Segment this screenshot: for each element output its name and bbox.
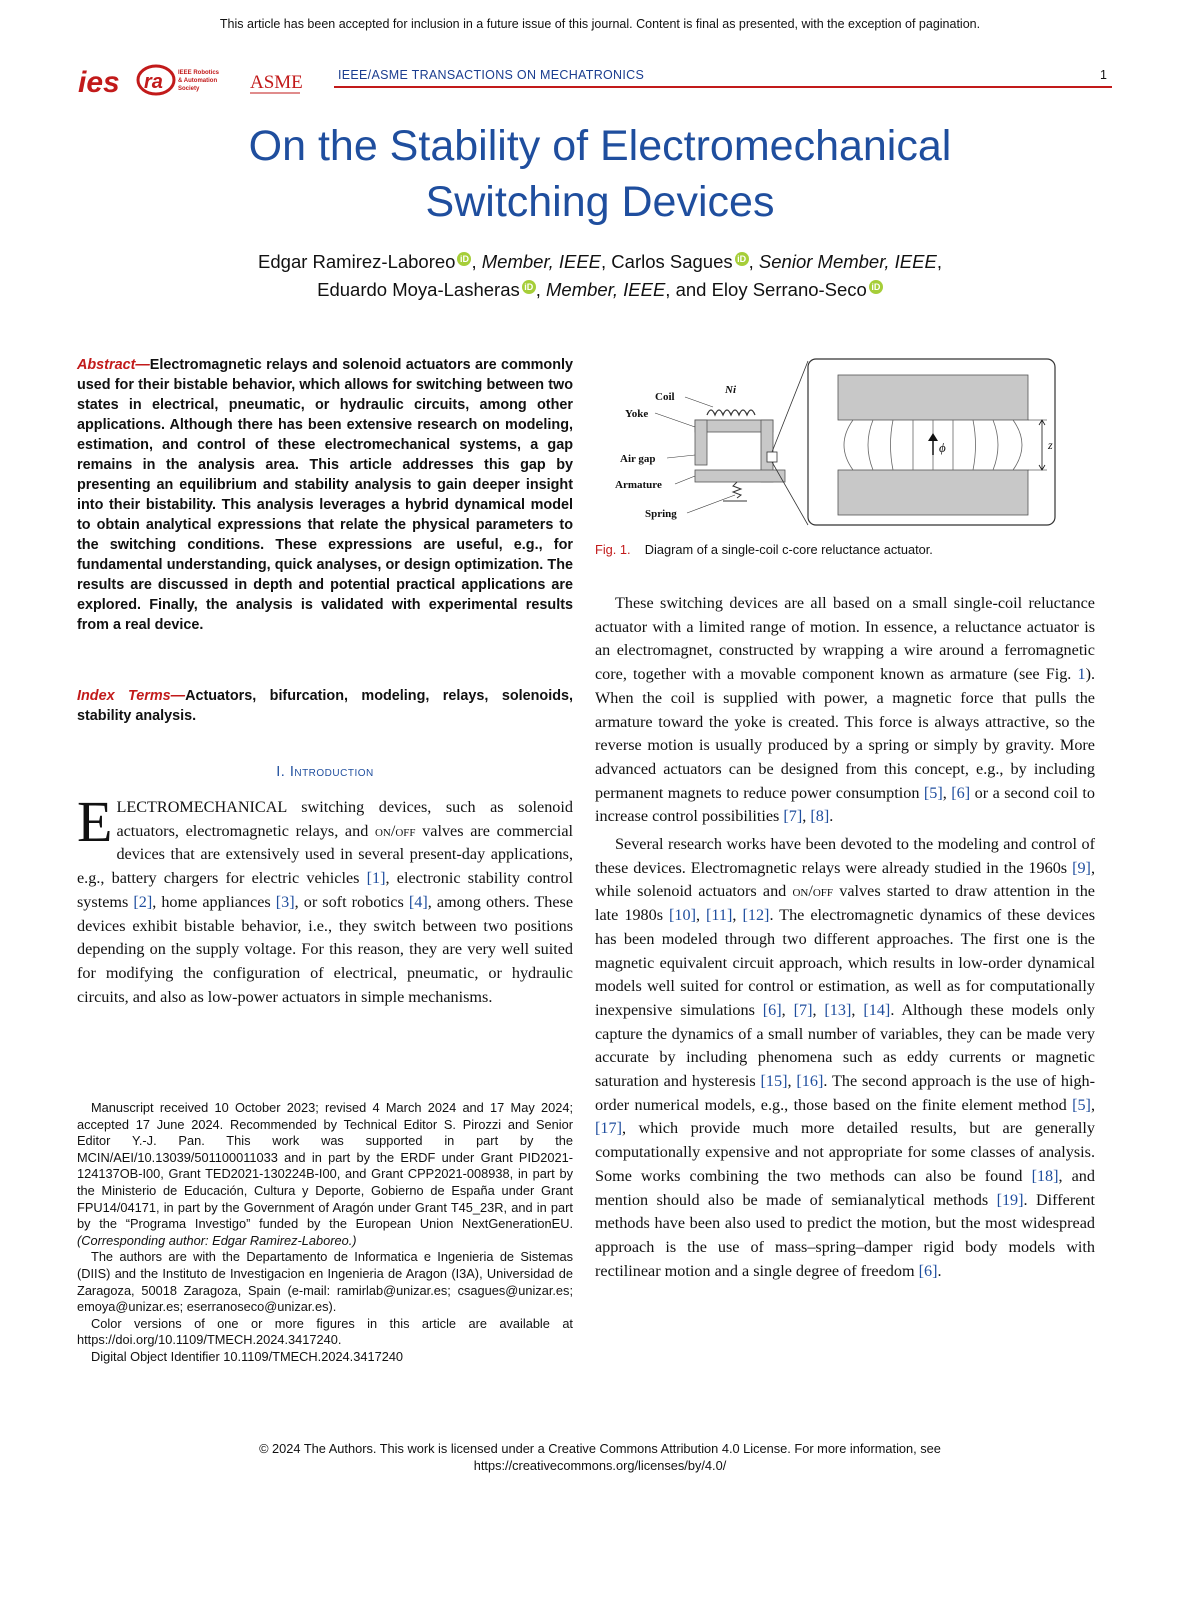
ies-logo: ies bbox=[78, 66, 120, 99]
text-run: These switching devices are all based on a small single-coil reluctance actuator with a limited range of motion. In essence, a reluctance actuator is an electromagnet, constructed by wrapping a wire around a ferromagnetic core, together with a movable component known as armature (see Fig. bbox=[595, 594, 1095, 684]
citation-link[interactable]: [2] bbox=[133, 892, 153, 911]
intro-paragraph bbox=[77, 789, 574, 1009]
asme-logo bbox=[250, 72, 303, 93]
citation-link[interactable]: [8] bbox=[810, 807, 830, 826]
citation-link[interactable]: [1] bbox=[366, 869, 386, 888]
text-run: or a second coil to increase control possibilities bbox=[595, 783, 1096, 826]
text-run: , bbox=[781, 1000, 794, 1019]
citation-link[interactable]: [9] bbox=[1072, 858, 1091, 877]
text-run: valves are commercial devices that are extensively used in several present-day applications, e.g., battery chargers for electric vehicles bbox=[77, 821, 574, 888]
journal-name: IEEE/ASME TRANSACTIONS ON MECHATRONICS bbox=[338, 68, 645, 82]
citation-link[interactable]: [6] bbox=[918, 1261, 938, 1280]
author-name: Carlos Sagues bbox=[611, 251, 733, 272]
citation-link[interactable]: [15] bbox=[760, 1072, 788, 1091]
caption-text: Diagram of a single-coil c-core reluctance actuator. bbox=[644, 542, 933, 557]
text-run: Several research works have been devoted to the modeling and control of these devices. Electromagnetic relays were already studied in the 1960s bbox=[595, 835, 1095, 877]
orcid-icon[interactable]: iD bbox=[457, 252, 471, 266]
footnote-paragraph bbox=[77, 1100, 573, 1249]
section-number: I. bbox=[276, 764, 286, 780]
license-text: © 2024 The Authors. This work is licensed under a Creative Commons Attribution 4.0 License. For more information, see bbox=[259, 1441, 941, 1456]
author-name: Eduardo Moya-Lasheras bbox=[317, 279, 520, 300]
footnote-paragraph: The authors are with the Departamento de Informatica e Ingenieria de Sistemas (DIIS) and the Instituto de Investigacion en Ingenieria de Aragon (I3A), Universidad de Zaragoza, 50018 Zaragoza, Spain (e-mail: ramirlab@unizar.es; csagues@unizar.es; emoya@unizar.es; eserranoseco@unizar.es). bbox=[77, 1249, 573, 1315]
text-run: . bbox=[937, 1261, 942, 1280]
body-paragraph bbox=[595, 592, 1095, 829]
citation-link[interactable]: [14] bbox=[863, 1000, 891, 1019]
citation-link[interactable]: [6] bbox=[762, 1000, 782, 1019]
drop-cap: E bbox=[77, 789, 113, 854]
citation-link[interactable]: [13] bbox=[824, 1000, 852, 1019]
author-role: Member, IEEE bbox=[546, 279, 666, 300]
author-line-2: Eduardo Moya-Lasheras iD , Member, IEEE, and Eloy Serrano-Seco iD bbox=[0, 276, 1200, 304]
license-notice bbox=[0, 1440, 1200, 1474]
author-conjunction: and bbox=[675, 279, 707, 300]
ras-logo bbox=[138, 66, 220, 94]
orcid-icon[interactable]: iD bbox=[522, 280, 536, 294]
citation-link[interactable]: [5] bbox=[923, 783, 943, 802]
index-terms-text: Actuators, bifurcation, modeling, relays, solenoids, stability analysis. bbox=[77, 688, 573, 724]
orcid-icon[interactable]: iD bbox=[869, 280, 883, 294]
text-run: (Corresponding author: Edgar Ramirez-Laboreo.) bbox=[77, 1232, 357, 1248]
lead-word: LECTROMECHANICAL bbox=[116, 798, 287, 816]
citation-link[interactable]: [10] bbox=[669, 906, 696, 925]
text-run: , bbox=[802, 807, 811, 826]
index-terms bbox=[77, 686, 573, 726]
citation-link[interactable]: [4] bbox=[408, 892, 428, 911]
text-run: on/off bbox=[374, 821, 416, 840]
text-run: , bbox=[732, 906, 743, 925]
label-phi: ϕ bbox=[939, 440, 946, 455]
right-column-text bbox=[595, 592, 1095, 1287]
citation-link[interactable]: [16] bbox=[796, 1072, 824, 1091]
author-line-1: Edgar Ramirez-Laboreo iD , Member, IEEE, Carlos Sagues iD , Senior Member, IEEE, bbox=[258, 251, 942, 272]
text-run: , electronic stability control systems bbox=[77, 869, 573, 911]
text-run: , which provide much more detailed results, but are generally computationally expensive and not appropriate for some classes of analysis. Some works combining the two methods can also be found bbox=[595, 1119, 1095, 1185]
citation-link[interactable]: [11] bbox=[706, 906, 733, 925]
index-terms-label: Index Terms— bbox=[77, 688, 186, 704]
section-title: Introduction bbox=[289, 764, 374, 780]
acceptance-notice: This article has been accepted for inclusion in a future issue of this journal. Content is final as presented, with the exception of pagination. bbox=[219, 17, 981, 31]
citation-link[interactable]: [19] bbox=[996, 1190, 1024, 1209]
label-ni: Ni bbox=[725, 384, 736, 396]
figure-link[interactable]: 1 bbox=[1077, 665, 1086, 684]
header-rule bbox=[334, 86, 1112, 88]
actuator-sketch bbox=[615, 384, 785, 520]
citation-link[interactable]: [18] bbox=[1031, 1166, 1059, 1185]
author-role: Senior Member, IEEE bbox=[758, 251, 937, 272]
text-run: , among others. These devices exhibit bistable behavior, i.e., they switch between two positions depending on the supply voltage. For this reason, they are very well suited for modifying the configuration of electrical, pneumatic, or hydraulic circuits, and also as low-power actuators in simple mechanisms. bbox=[77, 892, 573, 1006]
section-heading bbox=[77, 764, 573, 780]
text-run: . Although these models only capture the dynamics of a small number of variables, they can be made very accurate by including phenomena such as eddy currents or magnetic saturation and hysteresis bbox=[595, 1000, 1096, 1091]
citation-link[interactable]: [12] bbox=[742, 906, 770, 925]
text-run: , while solenoid actuators and bbox=[595, 858, 1095, 901]
orcid-icon[interactable]: iD bbox=[735, 252, 749, 266]
caption-label: Fig. 1. bbox=[595, 542, 631, 557]
text-run: . The second approach is the use of high-order numerical models, e.g., those based on the finite element method bbox=[595, 1072, 1096, 1114]
label-spring: Spring bbox=[645, 508, 677, 520]
svg-text:& Automation: & Automation bbox=[178, 78, 218, 84]
text-run: ). When the coil is supplied with power, a magnetic force that pulls the armature toward the yoke is created. This force is always attractive, so the reverse motion is usually produced by a spring or simply by gravity. More advanced actuators can be designed from this concept, e.g., by including permanent magnets to reduce power consumption bbox=[595, 665, 1095, 802]
svg-text:Society: Society bbox=[178, 86, 200, 92]
text-run: , or soft robotics bbox=[294, 892, 409, 911]
svg-text:ra: ra bbox=[144, 71, 163, 93]
label-air-gap: Air gap bbox=[620, 453, 656, 465]
page-number: 1 bbox=[1100, 68, 1107, 82]
text-run: , home appliances bbox=[152, 892, 276, 911]
citation-link[interactable]: [3] bbox=[275, 892, 295, 911]
footnote-paragraph: Color versions of one or more figures in this article are available at https://doi.org/10.1109/TMECH.2024.3417240. bbox=[77, 1315, 573, 1348]
author-name: Eloy Serrano-Seco bbox=[711, 279, 867, 300]
citation-link[interactable]: [5] bbox=[1072, 1095, 1091, 1114]
text-run: , and mention should also be made of semianalytical methods bbox=[595, 1166, 1095, 1209]
text-run: on/off bbox=[792, 882, 834, 901]
abstract-text: Electromagnetic relays and solenoid actuators are commonly used for their bistable behavior, which allows for switching between two states in electrical, pneumatic, or hydraulic circuits, among other applications. Although there has been extensive research on modeling, estimation, and control of these electromechanical systems, a gap remains in the analysis area. This article addresses this gap by presenting an equilibrium and stability analysis to gain deeper insight into their bistability. This analysis leverages a hybrid dynamical model to obtain analytical expressions that relate the physical parameters to the switching conditions. These expressions are useful, e.g., for fundamental understanding, quick analyses, or design optimization. The results are discussed in depth and potential practical applications are explored. Finally, the analysis is validated with experimental results from a real device. bbox=[77, 357, 573, 633]
svg-text:IEEE Robotics: IEEE Robotics bbox=[178, 70, 220, 76]
title-line-1: On the Stability of Electromechanical bbox=[248, 122, 952, 170]
author-list bbox=[0, 248, 1200, 304]
svg-text:ASME: ASME bbox=[250, 72, 303, 93]
license-link[interactable]: https://creativecommons.org/licenses/by/4.0/ bbox=[473, 1458, 727, 1473]
label-yoke: Yoke bbox=[625, 408, 649, 420]
text-run: Manuscript received 10 October 2023; revised 4 March 2024 and 17 May 2024; accepted 17 June 2024. Recommended by Technical Editor S. Pirozzi and Senior Editor Y.-J. Pan. This work was supported in part by the MCIN/AEI/10.13039/501100011033 and in part by the ERDF under Grant PID2021-124137OB-I00, Grant TED2021-130224B-I00, and Grant CPP2021-008938, in part by the Ministerio de Educación, Cultura y Deporte, Gobierno de España under Grant FPU14/04171, in part by the Government of Aragón under Grant T45_23R, and in part by the “Programa Investigo” funded by the European Union NextGenerationEU. bbox=[77, 1100, 573, 1232]
title-line-2: Switching Devices bbox=[425, 178, 775, 226]
abstract bbox=[77, 355, 573, 635]
citation-link[interactable]: [7] bbox=[783, 807, 803, 826]
author-role: Member, IEEE bbox=[481, 251, 602, 272]
text-run: . The electromagnetic dynamics of these devices has been modeled through two different approaches. The first one is the magnetic equivalent circuit approach, which results in low-order dynamical models well suited for control or estimation, as well as for computationally inexpensive simulations bbox=[595, 906, 1096, 1019]
citation-link[interactable]: [6] bbox=[951, 783, 971, 802]
text-run: , bbox=[696, 906, 707, 925]
label-armature: Armature bbox=[615, 479, 662, 491]
figure-caption bbox=[595, 542, 1095, 557]
label-coil: Coil bbox=[655, 391, 675, 403]
paper-title bbox=[0, 118, 1200, 230]
text-run: , bbox=[942, 783, 952, 802]
air-gap-detail bbox=[808, 359, 1055, 525]
text-run: , bbox=[851, 1000, 864, 1019]
text-run: , bbox=[1090, 1095, 1095, 1114]
manuscript-footnote bbox=[77, 1100, 573, 1366]
society-logos bbox=[78, 60, 328, 102]
footnote-paragraph: Digital Object Identifier 10.1109/TMECH.2024.3417240 bbox=[91, 1348, 404, 1364]
text-run: valves started to draw attention in the late 1980s bbox=[595, 882, 1095, 925]
text-run: . bbox=[829, 807, 834, 826]
citation-link[interactable]: [7] bbox=[793, 1000, 813, 1019]
text-run: , bbox=[812, 1000, 825, 1019]
label-z: z bbox=[1048, 438, 1053, 452]
abstract-label: Abstract— bbox=[77, 357, 150, 373]
citation-link[interactable]: [17] bbox=[595, 1119, 622, 1138]
text-run: switching devices, such as solenoid actuators, electromagnetic relays, and bbox=[116, 798, 573, 840]
figure-1-diagram bbox=[595, 355, 1095, 530]
text-run: . Different methods have been also used to predict the motion, but the most widespread approach is the use of mass–spring–damper rigid body models with rectilinear motion and a single degree of freedom bbox=[595, 1190, 1095, 1280]
author-name: Edgar Ramirez-Laboreo bbox=[258, 251, 456, 272]
text-run: , bbox=[787, 1072, 797, 1091]
body-paragraph bbox=[595, 833, 1095, 1283]
